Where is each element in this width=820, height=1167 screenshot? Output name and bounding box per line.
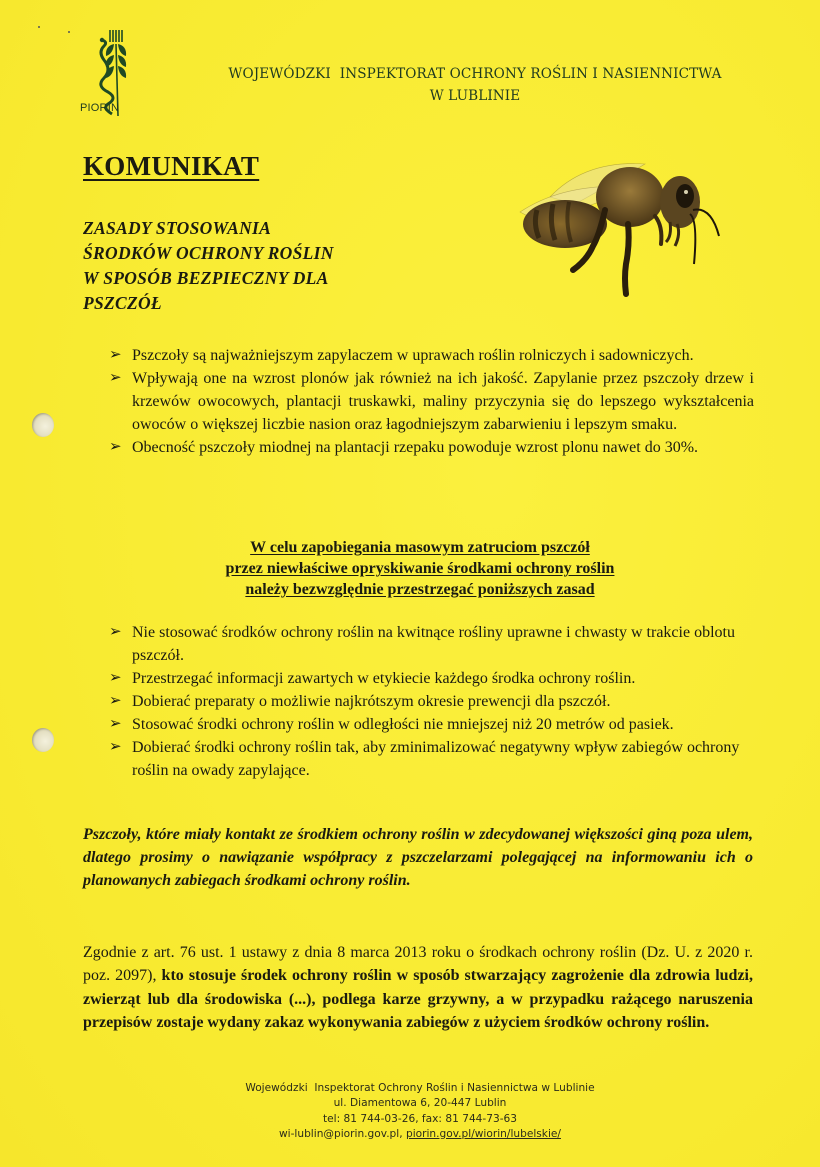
organization-title-line-1: WOJEWÓDZKI INSPEKTORAT OCHRONY ROŚLIN I NASIENNICTWA [228, 66, 722, 82]
subtitle-line: ŚRODKÓW OCHRONY ROŚLIN [83, 243, 334, 263]
list-item [106, 367, 754, 436]
arrowhead-bullet-icon: ➢ [109, 693, 122, 709]
logo-text: PIORIN [80, 102, 120, 114]
list-item [106, 344, 754, 367]
scan-speck [68, 31, 70, 33]
warning-line: należy bezwzględnie przestrzegać poniższych zasad [245, 581, 595, 598]
list-item-text: Pszczoły są najważniejszym zapylaczem w uprawach roślin rolniczych i sadowniczych. [132, 347, 694, 364]
document-title: KOMUNIKAT [83, 151, 260, 181]
list-item [106, 621, 754, 667]
warning-line: W celu zapobiegania masowym zatruciom pszczół [250, 539, 590, 556]
subtitle-line: PSZCZÓŁ [83, 293, 162, 313]
list-item [106, 690, 754, 713]
list-item [106, 713, 754, 736]
arrowhead-bullet-icon: ➢ [109, 347, 122, 363]
list-item-text: Dobierać środki ochrony roślin tak, aby zminimalizować negatywny wpływ zabiegów ochrony roślin na owady zapylające. [132, 739, 740, 779]
list-item [106, 667, 754, 690]
list-item [106, 436, 754, 459]
document-subtitle [83, 216, 334, 316]
arrowhead-bullet-icon: ➢ [109, 716, 122, 732]
legal-intro: Zgodnie z art. 76 ust. 1 ustawy z dnia 8 marca 2013 roku o środkach ochrony roślin (Dz. U. z 2020 r. poz. 2097), [83, 944, 753, 985]
legal-penalty: kto stosuje środek ochrony roślin w sposób stwarzający zagrożenie dla zdrowia ludzi, zwierząt lub dla środowiska (...), podlega karze grzywny, a w przypadku rażącego naruszenia przepisów zostaje wydany zakaz wykonywania zabiegów z użyciem środków ochrony roślin. [83, 967, 753, 1031]
footer-address: ul. Diamentowa 6, 20-447 Lublin [333, 1097, 507, 1110]
list-item [106, 736, 754, 782]
arrowhead-bullet-icon: ➢ [109, 439, 122, 455]
subtitle-line: ZASADY STOSOWANIA [83, 218, 272, 238]
warning-heading [150, 537, 690, 600]
punch-hole [32, 413, 54, 437]
organization-title-line-2: W LUBLINIE [429, 88, 521, 104]
list-item-text: Przestrzegać informacji zawartych w etykiecie każdego środka ochrony roślin. [132, 670, 636, 687]
footer [200, 1081, 640, 1142]
facts-list [106, 344, 754, 459]
arrowhead-bullet-icon: ➢ [109, 624, 122, 640]
list-item-text: Nie stosować środków ochrony roślin na kwitnące rośliny uprawne i chwasty w trakcie oblotu pszczół. [132, 624, 735, 664]
organization-title [170, 63, 780, 107]
list-item-text: Dobierać preparaty o możliwie najkrótszym okresie prewencji dla pszczół. [132, 693, 611, 710]
scan-speck [38, 26, 40, 28]
warning-line: przez niewłaściwe opryskiwanie środkami ochrony roślin [225, 560, 615, 577]
subtitle-line: W SPOSÓB BEZPIECZNY DLA [83, 268, 329, 288]
punch-hole [32, 728, 54, 752]
list-item-text: Obecność pszczoły miodnej na plantacji rzepaku powoduje wzrost plonu nawet do 30%. [132, 439, 699, 456]
footer-phone: tel: 81 744-03-26, fax: 81 744-73-63 [322, 1112, 518, 1125]
footer-website-link[interactable]: piorin.gov.pl/wiorin/lubelskie/ [405, 1127, 561, 1140]
footer-organization: Wojewódzki Inspektorat Ochrony Roślin i Nasiennictwa w Lublinie [245, 1082, 595, 1094]
legal-paragraph [83, 941, 753, 1034]
appeal-paragraph: Pszczoły, które miały kontakt ze środkiem ochrony roślin w zdecydowanej większości giną poza ulem, dlatego prosimy o nawiązanie współpracy z pszczelarzami polegającej na informowaniu ich o planowanych zabiegach środkami ochrony roślin. [83, 826, 753, 889]
footer-email-link[interactable]: wi-lublin@piorin.gov.pl [279, 1127, 400, 1140]
list-item-text: Wpływają one na wzrost plonów jak również na ich jakość. Zapylanie przez pszczoły drzew i krzewów owocowych, plantacji truskawki, maliny przyczynia się do lepszego wykształcenia owoców o większej liczbie nasion oraz łagodniejszym zabarwieniu i lepszym smaku. [132, 370, 754, 433]
footer-separator: , [399, 1127, 406, 1140]
list-item-text: Stosować środki ochrony roślin w odległości nie mniejszej niż 20 metrów od pasiek. [132, 716, 674, 733]
rules-list [106, 621, 754, 782]
bee-photo [495, 142, 735, 302]
arrowhead-bullet-icon: ➢ [109, 670, 122, 686]
arrowhead-bullet-icon: ➢ [109, 739, 122, 755]
footer-contact-line [200, 1127, 640, 1142]
arrowhead-bullet-icon: ➢ [109, 370, 122, 386]
